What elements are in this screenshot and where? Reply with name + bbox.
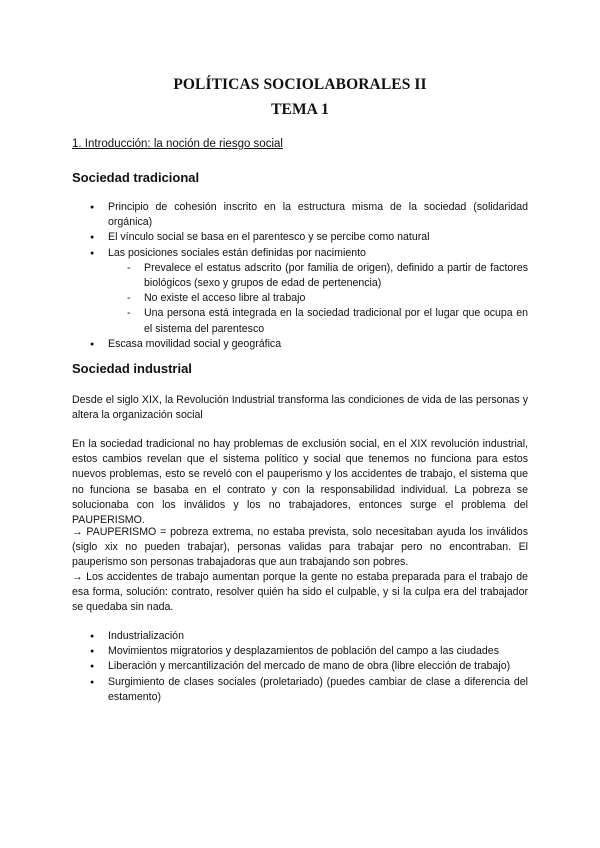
sub-list-item-text: No existe el acceso libre al trabajo	[144, 292, 306, 305]
list-item	[72, 230, 528, 245]
paragraph-exclusion: En la sociedad tradicional no hay problemas de exclusión social, en el XIX revolución industrial, estos cambios revelan que el sistema político y social que tenemos no funciona para estos nuevos problemas, esto se reveló con el pauperismo y los accidentes de trabajo, el sistema que no funciona se basaba en el contrato y con la responsabilidad individual. La pobreza se solucionaba con los inválidos y los no trabajadores, entonces surge el problema del PAUPERISMO.	[72, 438, 528, 527]
list-item	[72, 337, 528, 352]
paragraph-pauperismo: → PAUPERISMO = pobreza extrema, no estaba prevista, solo necesitaban ayuda los inválidos (siglo xix no pueden trabajar), personas validas para trabajar pero no encontraban. El pauperismo son personas trabajadoras que aun trabajando son pobres.	[72, 526, 528, 569]
sub-list-item	[108, 291, 528, 306]
list-item-text: Liberación y mercantilización del mercado de mano de obra (libre elección de trabajo)	[108, 660, 511, 673]
list-item-text: Las posiciones sociales están definidas por nacimiento	[108, 246, 366, 259]
sub-list	[108, 261, 528, 337]
paragraph-accidentes: → Los accidentes de trabajo aumentan porque la gente no estaba preparada para el trabajo de esa forma, solución: contrato, resolver quién ha sido el culpable, y si la culpa era del trabajador se quedaba sin nada.	[72, 571, 528, 614]
sub-list-item-text: Prevalece el estatus adscrito (por familia de origen), definido a partir de factores biológicos (sexo y grupos de edad de pertenencia)	[144, 261, 528, 290]
list-item-text: Principio de cohesión inscrito en la estructura misma de la sociedad (solidaridad orgánica)	[108, 201, 528, 229]
list-item-text: El vínculo social se basa en el parentesco y se percibe como natural	[108, 231, 430, 244]
list-item-text: Movimientos migratorios y desplazamientos de población del campo a las ciudades	[108, 645, 499, 658]
heading-sociedad-industrial: Sociedad industrial	[72, 361, 192, 376]
list-item	[72, 675, 528, 705]
list-item-text: Escasa movilidad social y geográfica	[108, 337, 282, 350]
industrial-list	[72, 629, 528, 705]
list-item	[72, 629, 528, 644]
document-title: POLÍTICAS SOCIOLABORALES II	[173, 76, 427, 93]
list-item-text: Surgimiento de clases sociales (proletariado) (puedes cambiar de clase a diferencia del estamento)	[108, 675, 528, 703]
list-item	[72, 246, 528, 337]
paragraph-intro: Desde el siglo XIX, la Revolución Industrial transforma las condiciones de vida de las personas y altera la organización social	[72, 394, 528, 422]
sub-list-item	[108, 261, 528, 291]
tradicional-list	[72, 200, 528, 352]
heading-sociedad-tradicional: Sociedad tradicional	[72, 170, 200, 185]
document-subtitle: TEMA 1	[271, 101, 329, 118]
list-item	[72, 644, 528, 659]
list-item	[72, 200, 528, 230]
list-item-text: Industrialización	[108, 630, 184, 642]
sub-list-item	[108, 306, 528, 336]
section-heading: 1. Introducción: la noción de riesgo social	[72, 138, 283, 150]
list-item	[72, 659, 528, 674]
sub-list-item-text: Una persona está integrada en la sociedad tradicional por el lugar que ocupa en el sistema del parentesco	[144, 307, 528, 335]
